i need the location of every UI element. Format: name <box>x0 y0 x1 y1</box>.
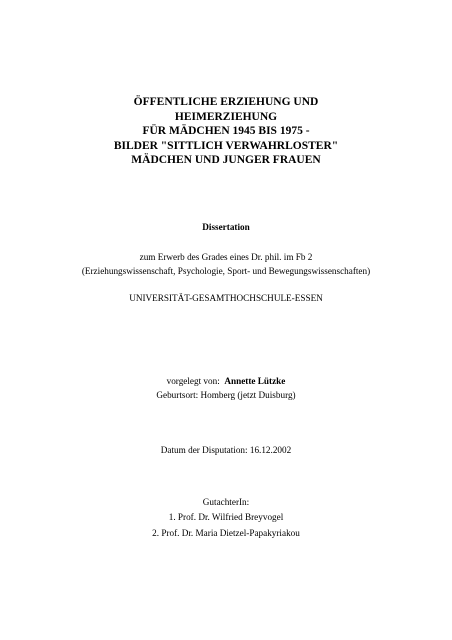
degree-line-2: (Erziehungswissenschaft, Psychologie, Sport- und Bewegungswissenschaften) <box>81 266 371 276</box>
submitted-by-label: vorgelegt von: <box>166 376 220 386</box>
reviewer-2: 2. Prof. Dr. Maria Dietzel-Papakyriakou <box>152 528 300 538</box>
title-line: BILDER "SITTLICH VERWAHRLOSTER" <box>113 139 339 152</box>
title-line: FÜR MÄDCHEN 1945 BIS 1975 - <box>142 125 310 137</box>
author-name: Annette Lützke <box>224 376 286 386</box>
title-line: MÄDCHEN UND JUNGER FRAUEN <box>131 154 321 166</box>
title-line: ÖFFENTLICHE ERZIEHUNG UND <box>133 96 319 108</box>
title-line: HEIMERZIEHUNG <box>174 110 278 123</box>
birthplace: Geburtsort: Homberg (jetzt Duisburg) <box>156 390 296 400</box>
disputation-date: Datum der Disputation: 16.12.2002 <box>160 445 292 455</box>
university-name: UNIVERSITÄT-GESAMTHOCHSCHULE-ESSEN <box>129 293 323 303</box>
degree-line-1: zum Erwerb des Grades eines Dr. phil. im Fb 2 <box>139 252 313 262</box>
reviewer-1: 1. Prof. Dr. Wilfried Breyvogel <box>168 512 284 522</box>
dissertation-title <box>0 95 452 168</box>
reviewers-label: GutachterIn: <box>202 497 250 507</box>
dissertation-label: Dissertation <box>202 222 250 232</box>
submitted-by <box>0 376 452 387</box>
